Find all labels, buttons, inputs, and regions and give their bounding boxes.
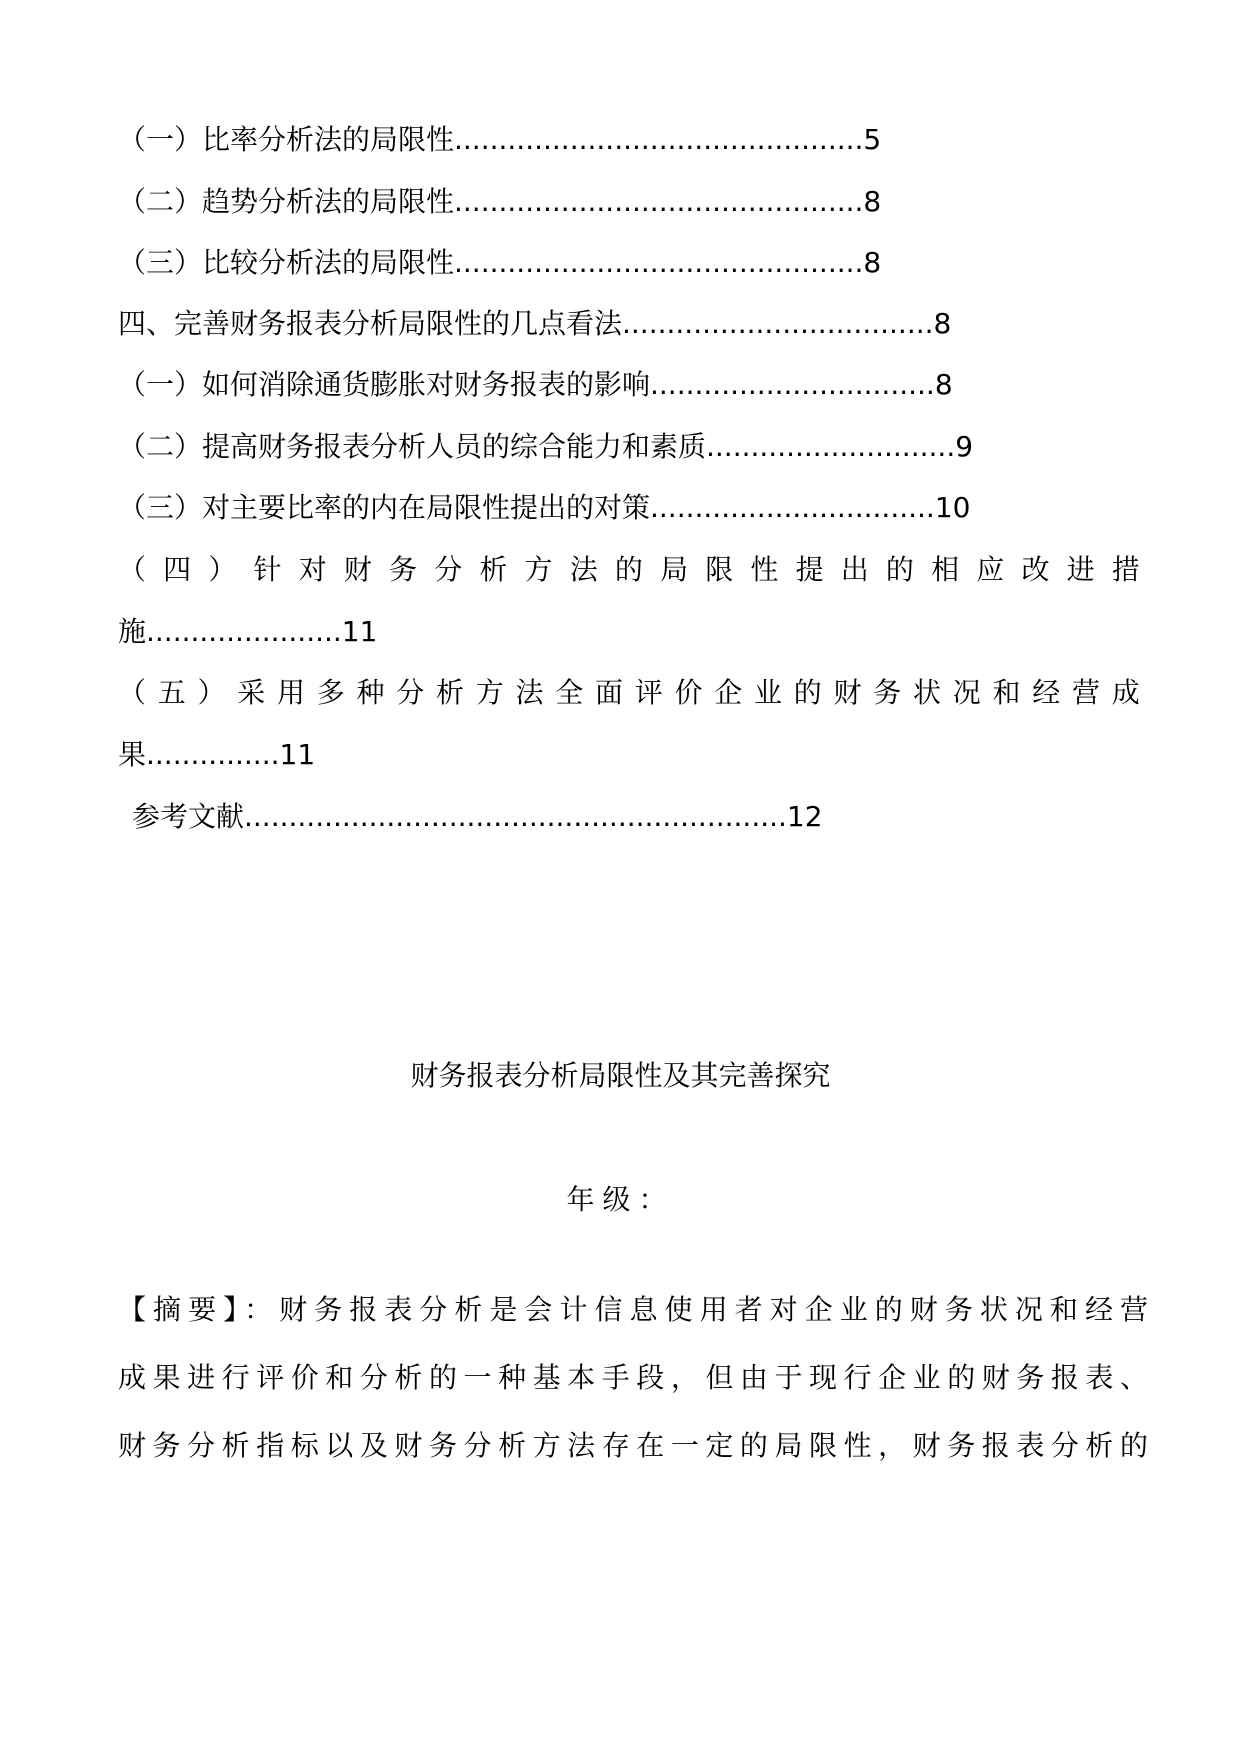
justified-char: 局 [660,553,689,586]
justified-char: 四 [163,553,192,586]
justified-char: 务 [873,676,902,709]
justified-char: 的 [793,676,822,709]
justified-char: 财 [343,553,372,586]
justified-char: 业 [754,676,783,709]
justified-char: 经 [1032,676,1061,709]
justified-char: 法 [515,676,544,709]
justified-char: 的 [614,553,643,586]
justified-char: 种 [356,676,385,709]
justified-char: 出 [840,553,869,586]
justified-char: 五 [157,676,186,709]
abstract-line: 成果进行评价和分析的一种基本手段，但由于现行企业的财务报表、 [118,1361,1148,1394]
justified-char: 的 [885,553,914,586]
justified-char: 务 [389,553,418,586]
abstract-line: 【摘要】：财务报表分析是会计信息使用者对企业的财务状况和经营 [118,1293,1148,1326]
justified-char: ） [197,676,226,709]
justified-char: 成 [1111,676,1140,709]
justified-char: 况 [952,676,981,709]
justified-char: 应 [976,553,1005,586]
justified-char: 提 [795,553,824,586]
toc-entry: 四、完善财务报表分析局限性的几点看法...................................8 [118,307,952,340]
article-title: 财务报表分析局限性及其完善探究 [410,1059,831,1092]
justified-char: 多 [316,676,345,709]
justified-char: 析 [436,676,465,709]
justified-char: 财 [833,676,862,709]
justified-char: 措 [1111,553,1140,586]
justified-char: 价 [674,676,703,709]
justified-char: 对 [298,553,327,586]
justified-char: 采 [237,676,266,709]
justified-char: 和 [992,676,1021,709]
justified-char: ） [208,553,237,586]
toc-entry: 施......................11 [118,615,378,648]
justified-char: 营 [1072,676,1101,709]
justified-char: 分 [396,676,425,709]
justified-char: 企 [714,676,743,709]
justified-char: 方 [524,553,553,586]
justified-char: 面 [595,676,624,709]
toc-entry: （二）趋势分析法的局限性..............................................8 [118,185,882,218]
justified-char: 状 [913,676,942,709]
justified-char: 限 [705,553,734,586]
justified-char: （ [118,553,147,586]
toc-entry: （二）提高财务报表分析人员的综合能力和素质............................9 [118,430,974,463]
toc-entry-justified [118,673,1140,713]
justified-char: 进 [1066,553,1095,586]
justified-char: 方 [475,676,504,709]
justified-char: 分 [434,553,463,586]
abstract-line: 财务分析指标以及财务分析方法存在一定的局限性，财务报表分析的 [118,1429,1148,1462]
justified-char: 针 [253,553,282,586]
toc-entry: （一）比率分析法的局限性..............................................5 [118,123,882,156]
justified-char: 评 [634,676,663,709]
toc-entry: （三）比较分析法的局限性..............................................8 [118,246,882,279]
toc-entry: （三）对主要比率的内在局限性提出的对策................................10 [118,491,971,524]
toc-entry: 果...............11 [118,738,316,771]
grade-label: 年级： [566,1183,675,1216]
justified-char: （ [118,676,147,709]
abstract-paragraph [118,1276,1148,1480]
justified-char: 改 [1021,553,1050,586]
toc-entry-references: 参考文献.............................................................12 [132,800,823,833]
toc-entry-justified [118,550,1140,590]
toc-entry: （一）如何消除通货膨胀对财务报表的影响................................8 [118,368,953,401]
justified-char: 相 [931,553,960,586]
justified-char: 用 [277,676,306,709]
justified-char: 性 [750,553,779,586]
justified-char: 全 [555,676,584,709]
justified-char: 析 [479,553,508,586]
justified-char: 法 [569,553,598,586]
